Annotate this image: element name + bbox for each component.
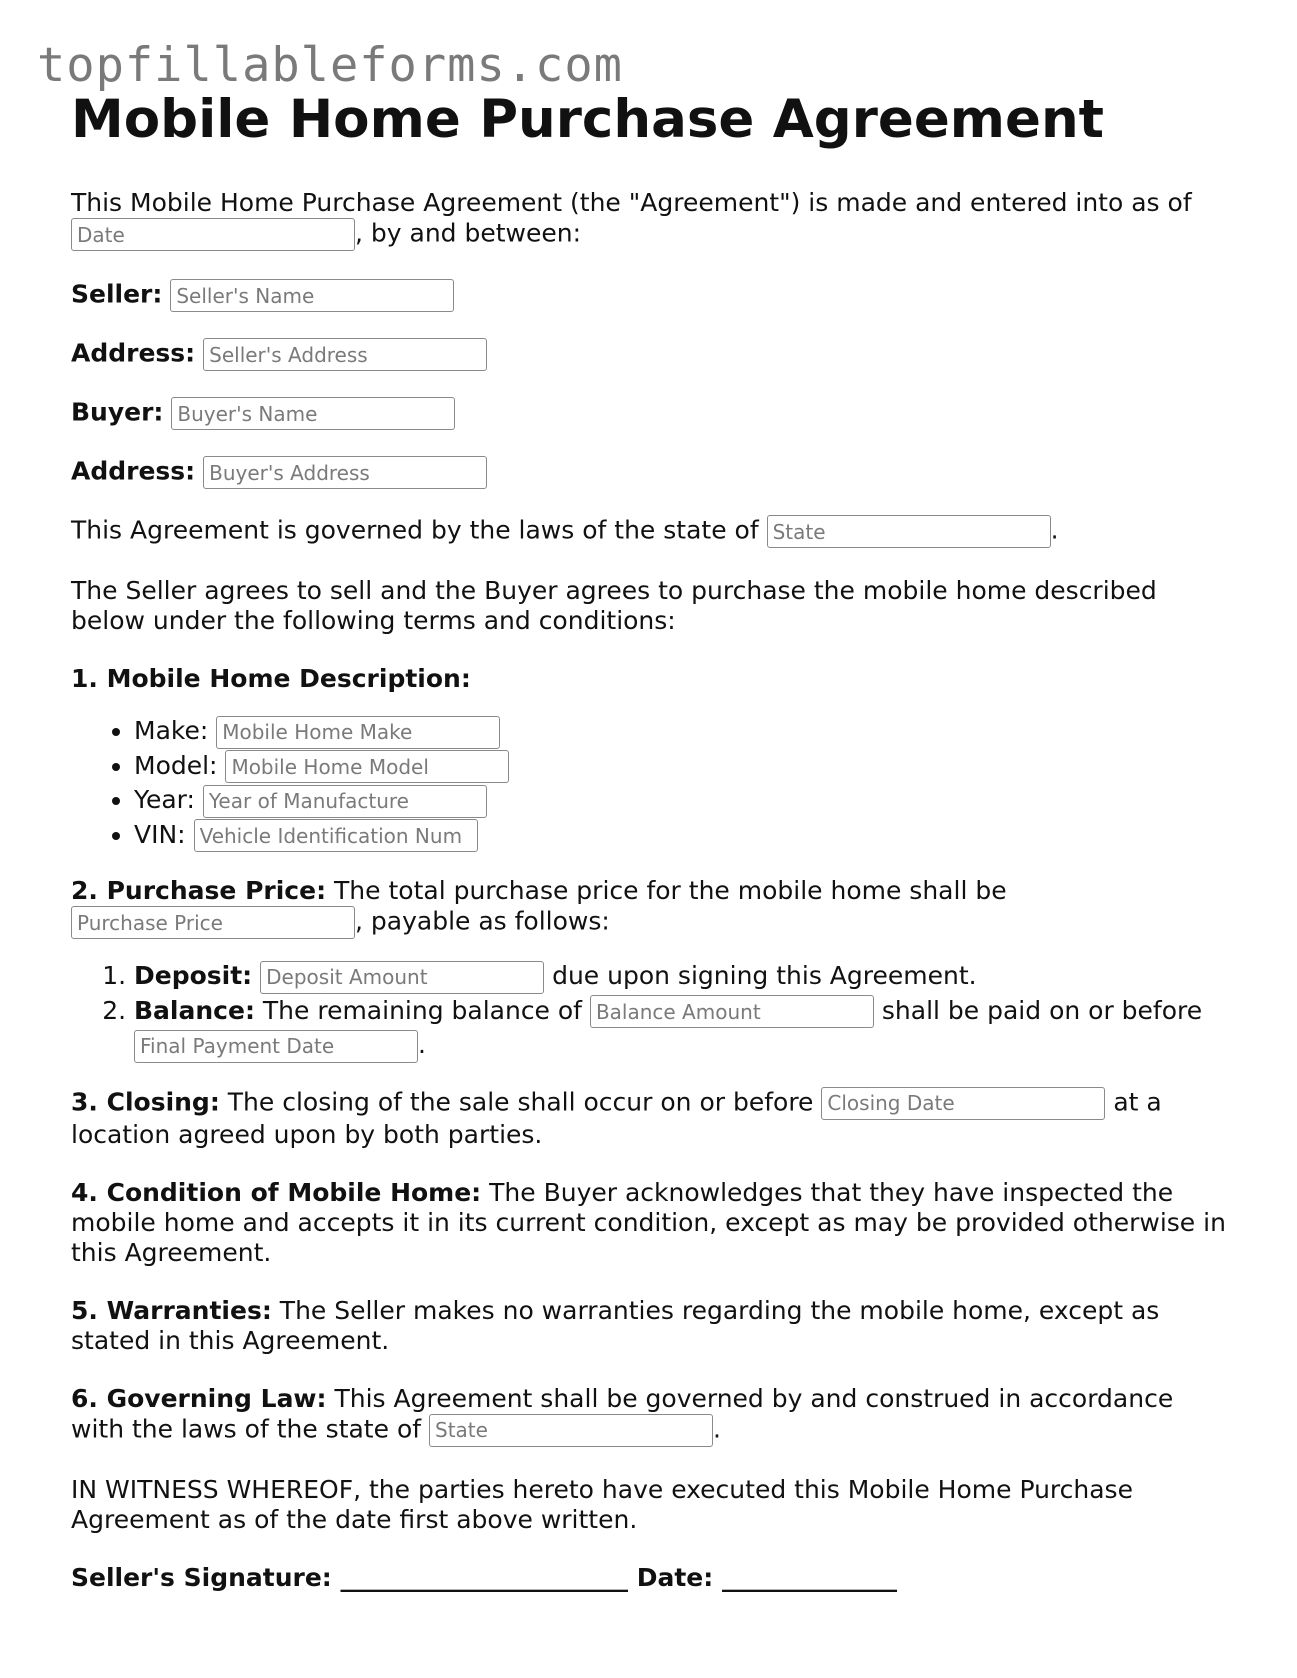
governed-paragraph	[71, 515, 1231, 548]
watermark: topfillableforms.com	[37, 38, 623, 93]
list-item	[134, 714, 1231, 749]
seller-name-input[interactable]	[170, 279, 454, 312]
model-label: Model:	[134, 750, 218, 780]
section3-heading: 3. Closing:	[71, 1087, 220, 1116]
payment-terms-list	[71, 959, 1231, 1063]
purchase-price-input[interactable]	[71, 906, 355, 939]
governing-law-state-input[interactable]	[429, 1414, 713, 1447]
deposit-amount-input[interactable]	[260, 961, 544, 994]
deposit-label: Deposit:	[134, 961, 253, 990]
section4-heading: 4. Condition of Mobile Home:	[71, 1177, 482, 1207]
section2-heading: 2. Purchase Price:	[71, 876, 327, 905]
closing-date-input[interactable]	[821, 1087, 1105, 1120]
document-page	[71, 86, 1231, 1593]
year-label: Year:	[134, 785, 195, 814]
seller-address-input[interactable]	[203, 338, 487, 371]
signature-date-line[interactable]: ______________	[721, 1562, 897, 1592]
seller-address-row	[71, 338, 1231, 371]
seller-signature-line[interactable]: _______________________	[340, 1562, 629, 1592]
section5-heading: 5. Warranties:	[71, 1295, 272, 1325]
final-payment-date-input[interactable]	[134, 1030, 418, 1063]
section5-paragraph	[71, 1296, 1231, 1356]
balance-text: The remaining balance of	[262, 995, 582, 1025]
buyer-address-input[interactable]	[203, 456, 487, 489]
final-end: .	[418, 1030, 426, 1059]
section2-paragraph	[71, 876, 1231, 939]
witness-paragraph: IN WITNESS WHEREOF, the parties hereto have executed this Mobile Home Purchase Agreement as of the date first above written.	[71, 1474, 1133, 1534]
list-item	[134, 818, 1231, 853]
balance-amount-input[interactable]	[590, 995, 874, 1028]
intro-text: This Mobile Home Purchase Agreement (the "Agreement") is made and entered into as of	[71, 188, 1192, 217]
signature-date-label: Date:	[636, 1562, 714, 1592]
governing-state-input[interactable]	[767, 515, 1051, 548]
list-item	[134, 994, 1231, 1063]
list-item	[134, 749, 1231, 784]
agreement-date-input[interactable]	[71, 218, 355, 251]
section3-after: at a location agreed upon by both parties.	[71, 1087, 1162, 1149]
deposit-after: due upon signing this Agreement.	[552, 961, 977, 990]
intro-paragraph	[71, 188, 1231, 251]
seller-signature-label: Seller's Signature:	[71, 1562, 332, 1592]
make-label: Make:	[134, 716, 209, 745]
terms-intro: The Seller agrees to sell and the Buyer agrees to purchase the mobile home described below under the following terms and conditions:	[71, 576, 1157, 635]
balance-label: Balance:	[134, 995, 255, 1025]
list-item	[134, 783, 1231, 818]
mobile-home-description-list	[71, 714, 1231, 852]
section2-text: The total purchase price for the mobile home shall be	[334, 876, 1007, 905]
governed-text: This Agreement is governed by the laws of the state of	[71, 515, 759, 545]
section4-text: The Buyer acknowledges that they have inspected the mobile home and accepts it in its current condition, except as may be provided otherwise in this Agreement.	[71, 1177, 1226, 1267]
buyer-address-row	[71, 456, 1231, 489]
buyer-label: Buyer:	[71, 397, 164, 427]
seller-address-label: Address:	[71, 338, 196, 368]
section4-paragraph	[71, 1178, 1231, 1268]
vin-input[interactable]	[194, 819, 478, 852]
balance-after: shall be paid on or before	[881, 995, 1203, 1025]
section5-text: The Seller makes no warranties regarding the mobile home, except as stated in this Agreement.	[71, 1295, 1160, 1355]
section3-text: The closing of the sale shall occur on or before	[227, 1087, 814, 1116]
make-input[interactable]	[216, 716, 500, 749]
list-item	[134, 959, 1231, 994]
seller-label: Seller:	[71, 279, 163, 309]
year-input[interactable]	[203, 785, 487, 818]
section2-after: , payable as follows:	[355, 906, 610, 936]
section6-heading: 6. Governing Law:	[71, 1383, 327, 1413]
buyer-name-input[interactable]	[171, 397, 455, 430]
signature-line	[71, 1563, 1231, 1593]
buyer-address-label: Address:	[71, 456, 196, 486]
section6-text: This Agreement shall be governed by and construed in accordance with the laws of the state of	[71, 1383, 1174, 1443]
intro-after: , by and between:	[355, 218, 582, 248]
governed-end: .	[1050, 515, 1059, 545]
section3-paragraph	[71, 1087, 1231, 1150]
seller-row	[71, 279, 1231, 312]
model-input[interactable]	[225, 750, 509, 783]
vin-label: VIN:	[134, 819, 186, 849]
section1-heading: 1. Mobile Home Description:	[71, 664, 471, 693]
buyer-row	[71, 397, 1231, 430]
section6-paragraph	[71, 1384, 1231, 1447]
document-title: Mobile Home Purchase Agreement	[71, 89, 1105, 150]
section6-end: .	[713, 1414, 721, 1443]
